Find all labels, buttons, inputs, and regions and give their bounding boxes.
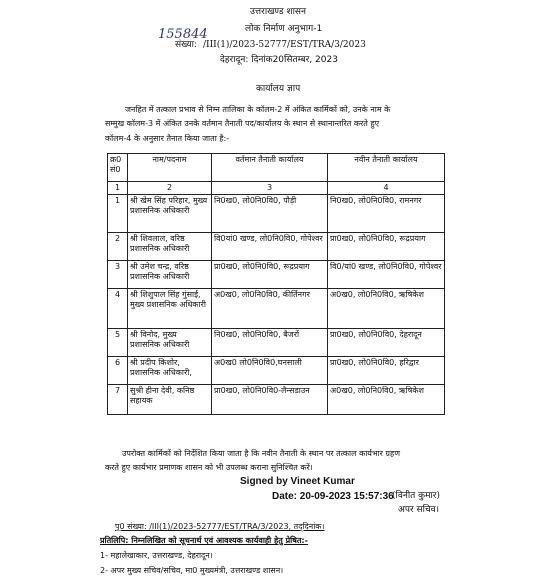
- new-office-cell: प्रा0ख0, लो0नि0वि0, हरिद्वार: [328, 357, 445, 385]
- table-row: [108, 233, 445, 261]
- column-number-row: [108, 182, 445, 195]
- column-number: 1: [108, 182, 128, 195]
- closing-line-1: उपरोक्त कार्मिकों को निर्देशित किया जाता है कि नवीन तैनाती के स्थान पर तत्काल कार्यभार ग्रहण: [122, 449, 400, 458]
- new-office-cell: अ0ख0, लो0नि0वि0, ऋषिकेश: [328, 289, 445, 329]
- handwritten-number: 155844: [158, 27, 208, 42]
- table-row: [108, 357, 445, 385]
- serial-cell: 5: [108, 329, 128, 357]
- intro-line-1: जनहित में तत्काल प्रभाव से निम्न तालिका के कॉलम-2 में अंकित कार्मिकों को, उनके नाम के: [125, 105, 391, 114]
- table-row: [108, 385, 445, 415]
- copy-to-item: 2- अपर मुख्य सचिव/सचिव, मा0 मुख्यमंत्री, उत्तराखण्ड शासन।: [100, 566, 284, 575]
- intro-line-2: सम्मुख कॉलम-3 में अंकित उनके वर्तमान तैनाती पद/कार्यालय के स्थान से स्थानान्तरित करते हुए: [105, 119, 380, 128]
- closing-line-2: करते हुए कार्यभार प्रमाणक शासन को भी उपलब्ध कराना सुनिश्चित करें।: [105, 463, 313, 472]
- name-cell: श्री शिवलाल, वरिष्ठ प्रशासनिक अधिकारी: [128, 233, 212, 261]
- signed-by: Signed by Vineet Kumar: [240, 476, 355, 487]
- new-office-cell: प्रा0ख0, लो0नि0वि0, देहरादून: [328, 329, 445, 357]
- table-row: [108, 289, 445, 329]
- name-cell: श्री उमेश चन्द्र, वरिष्ठ प्रशासनिक अधिकारी: [128, 261, 212, 289]
- endorsement-reference: पृ0 संख्या: /III(1)/2023-52777/EST/TRA/3/2023, तद्‌दिनांक।: [115, 522, 325, 531]
- new-office-cell: प्रा0ख0, लो0नि0वि0, रूद्रप्रयाग: [328, 233, 445, 261]
- serial-cell: 2: [108, 233, 128, 261]
- serial-cell: 7: [108, 385, 128, 415]
- serial-cell: 6: [108, 357, 128, 385]
- government-name: उत्तराखण्ड शासन: [250, 7, 307, 17]
- new-office-cell: अ0ख0, लो0नि0वि0, ऋषिकेश: [328, 385, 445, 415]
- reference-number: /III(1)/2023-52777/EST/TRA/3/2023: [203, 40, 366, 50]
- table-row: [108, 329, 445, 357]
- copy-to-item: 1- महालेखाकार, उत्तराखण्ड, देहरादून।: [100, 551, 213, 560]
- column-number: 4: [328, 182, 445, 195]
- reference-label: संख्या:: [175, 40, 197, 50]
- place-date: देहरादून: दिनांक20सितम्बर, 2023: [220, 55, 338, 65]
- name-cell: श्री विनोद, मुख्य प्रशासनिक अधिकारी: [128, 329, 212, 357]
- current-office-cell: नि0ख0, लो0नि0वि0, बैजरों: [212, 329, 328, 357]
- name-cell: श्री खेम सिंह परिहार, मुख्य प्रशासनिक अधिकारी: [128, 195, 212, 233]
- current-office-cell: नि0ख0, लो0नि0वि0, पौड़ी: [212, 195, 328, 233]
- name-cell: श्री शिशुपाल सिंह गुंसाई, मुख्य प्रशासनिक अधिकारी: [128, 289, 212, 329]
- table-header-row: [108, 154, 445, 182]
- serial-cell: 1: [108, 195, 128, 233]
- transfer-table: [107, 153, 445, 415]
- table-header-cell: वर्तमान तैनाती कार्यालय: [212, 154, 328, 182]
- current-office-cell: प्रा0ख0, लो0नि0वि0-लैन्सडाउन: [212, 385, 328, 415]
- column-number: 3: [212, 182, 328, 195]
- order-title: कार्यालय ज्ञाप: [256, 84, 301, 94]
- name-cell: श्री प्रदीप किशोर, प्रशासनिक अधिकारी,: [128, 357, 212, 385]
- current-office-cell: अ0ख0, लो0नि0वि0, कीर्तिनगर: [212, 289, 328, 329]
- table-header-cell: नाम/पदनाम: [128, 154, 212, 182]
- serial-cell: 3: [108, 261, 128, 289]
- current-office-cell: प्रा0ख0, लो0नि0वि0, रूद्रप्रयाग: [212, 261, 328, 289]
- copy-to-heading: प्रतिलिपि: निम्नलिखित को सूचनार्थ एवं आवश्यक कार्यवाही हेतु प्रेषित:-: [100, 536, 308, 545]
- signatory-name: (विनीत कुमार): [392, 491, 440, 501]
- intro-line-3: कॉलम-4 के अनुसार तैनात किया जाता है:-: [105, 134, 230, 143]
- table-row: [108, 261, 445, 289]
- current-office-cell: अ0ख0 लो0नि0वि0,घनसाली: [212, 357, 328, 385]
- department-name: लोक निर्माण अनुभाग-1: [245, 24, 323, 34]
- serial-cell: 4: [108, 289, 128, 329]
- new-office-cell: नि0ख0, लो0नि0वि0, रामनगर: [328, 195, 445, 233]
- name-cell: सुश्री हीना देवी, कनिष्ठ सहायक: [128, 385, 212, 415]
- column-number: 2: [128, 182, 212, 195]
- current-office-cell: वि0यां0 खण्ड, लो0नि0वि0, गोपेश्वर: [212, 233, 328, 261]
- table-header-cell: क्र0 सं0: [108, 154, 128, 182]
- table-header-cell: नवीन तैनाती कार्यालय: [328, 154, 445, 182]
- new-office-cell: वि0/यां0 खण्ड, लो0नि0वि0, गोपेश्वर: [328, 261, 445, 289]
- table-row: [108, 195, 445, 233]
- signature-date: Date: 20-09-2023 15:57:36: [272, 491, 394, 502]
- signatory-designation: अपर सचिव।: [398, 505, 440, 515]
